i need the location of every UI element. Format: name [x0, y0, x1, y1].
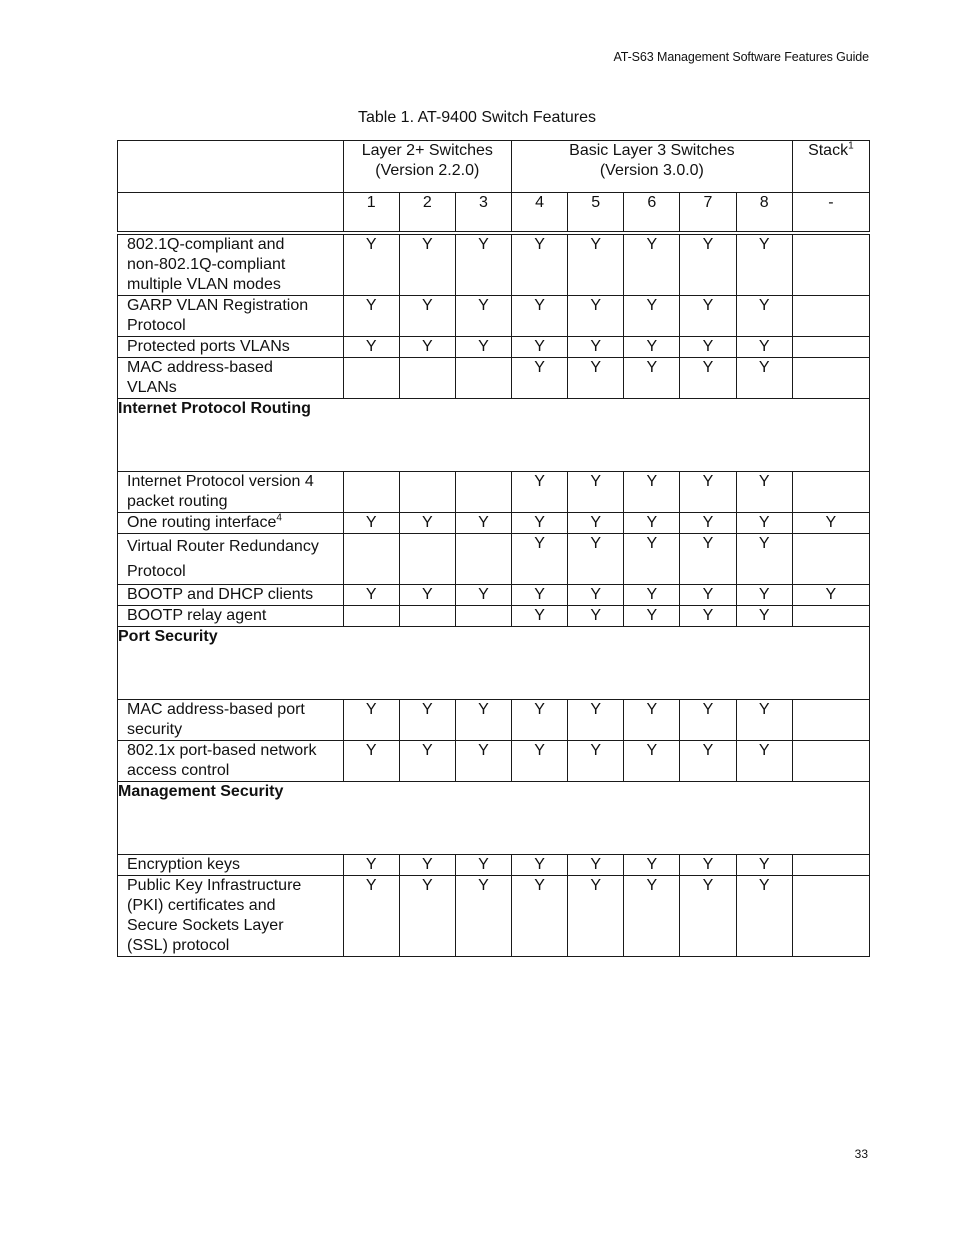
- support-cell: Y: [512, 513, 568, 534]
- table-row: [118, 513, 870, 534]
- support-cell: Y: [736, 296, 792, 337]
- support-cell: Y: [455, 296, 511, 337]
- support-cell: Y: [512, 233, 568, 296]
- feature-label: [118, 534, 344, 585]
- support-cell: Y: [399, 876, 455, 957]
- support-cell: [399, 534, 455, 585]
- support-cell: Y: [624, 741, 680, 782]
- column-number-row: [118, 193, 870, 234]
- feature-label-line: Internet Protocol version 4: [127, 473, 314, 490]
- stack-footnote-mark: 1: [848, 140, 854, 152]
- feature-label-line: MAC address-based port: [127, 701, 305, 718]
- feature-label-line: security: [127, 721, 183, 738]
- support-cell: Y: [792, 585, 869, 606]
- support-cell: [399, 358, 455, 399]
- table-row: [118, 472, 870, 513]
- support-cell: Y: [624, 472, 680, 513]
- support-cell: Y: [736, 585, 792, 606]
- feature-label: [118, 876, 344, 957]
- support-cell: Y: [736, 700, 792, 741]
- support-cell: Y: [455, 876, 511, 957]
- stack-header-label: Stack: [808, 142, 849, 159]
- support-cell: Y: [343, 585, 399, 606]
- empty-header-cell: [118, 141, 344, 193]
- support-cell: Y: [455, 337, 511, 358]
- support-cell: [455, 534, 511, 585]
- table-row: [118, 606, 870, 627]
- feature-label-line: MAC address-based: [127, 359, 273, 376]
- support-cell: Y: [512, 585, 568, 606]
- support-cell: Y: [680, 585, 736, 606]
- support-cell: Y: [624, 296, 680, 337]
- support-cell: Y: [624, 606, 680, 627]
- feature-label-line: Protocol: [127, 317, 186, 334]
- feature-label-line: multiple VLAN modes: [127, 276, 281, 293]
- feature-label-line: BOOTP relay agent: [127, 607, 267, 624]
- feature-label-line: packet routing: [127, 493, 228, 510]
- support-cell: Y: [568, 296, 624, 337]
- empty-number-cell: [118, 193, 344, 234]
- column-number: 1: [343, 193, 399, 234]
- support-cell: [455, 358, 511, 399]
- support-cell: Y: [624, 876, 680, 957]
- support-cell: [792, 296, 869, 337]
- layer2-header-line1: Layer 2+ Switches: [361, 142, 493, 159]
- support-cell: Y: [455, 513, 511, 534]
- section-title: Internet Protocol Routing: [118, 399, 870, 472]
- support-cell: [455, 606, 511, 627]
- feature-label-line: Encryption keys: [127, 856, 240, 873]
- layer3-header-line1: Basic Layer 3 Switches: [569, 142, 735, 159]
- feature-label: [118, 585, 344, 606]
- feature-label-line-wrap: [127, 513, 337, 533]
- support-cell: [399, 472, 455, 513]
- support-cell: Y: [512, 876, 568, 957]
- support-cell: [343, 358, 399, 399]
- feature-label-line: Public Key Infrastructure: [127, 877, 302, 894]
- support-cell: Y: [568, 358, 624, 399]
- support-cell: Y: [680, 472, 736, 513]
- support-cell: Y: [736, 855, 792, 876]
- feature-label-line: Virtual Router Redundancy: [127, 538, 319, 555]
- support-cell: Y: [399, 585, 455, 606]
- support-cell: Y: [680, 233, 736, 296]
- column-number: 8: [736, 193, 792, 234]
- column-number: 7: [680, 193, 736, 234]
- support-cell: Y: [680, 700, 736, 741]
- support-cell: Y: [512, 855, 568, 876]
- support-cell: Y: [736, 358, 792, 399]
- support-cell: [792, 358, 869, 399]
- layer3-header-line2: (Version 3.0.0): [599, 162, 704, 179]
- support-cell: [792, 233, 869, 296]
- table-row: [118, 337, 870, 358]
- table-row: [118, 855, 870, 876]
- support-cell: [792, 876, 869, 957]
- support-cell: Y: [624, 585, 680, 606]
- support-cell: [792, 606, 869, 627]
- table-row: [118, 296, 870, 337]
- support-cell: Y: [399, 855, 455, 876]
- support-cell: Y: [736, 606, 792, 627]
- layer2-switches-header: [343, 141, 511, 193]
- table-row: [118, 741, 870, 782]
- support-cell: [792, 855, 869, 876]
- table-row: [118, 534, 870, 585]
- feature-label: [118, 855, 344, 876]
- feature-label: [118, 233, 344, 296]
- support-cell: [399, 606, 455, 627]
- support-cell: Y: [680, 358, 736, 399]
- layer3-switches-header: [512, 141, 793, 193]
- support-cell: Y: [512, 296, 568, 337]
- support-cell: [343, 534, 399, 585]
- support-cell: Y: [736, 513, 792, 534]
- support-cell: Y: [680, 534, 736, 585]
- support-cell: Y: [568, 513, 624, 534]
- feature-label-line: Protocol: [127, 563, 186, 580]
- support-cell: Y: [568, 585, 624, 606]
- support-cell: Y: [624, 513, 680, 534]
- feature-label: [118, 358, 344, 399]
- support-cell: Y: [512, 534, 568, 585]
- support-cell: Y: [568, 741, 624, 782]
- support-cell: Y: [624, 534, 680, 585]
- support-cell: Y: [736, 741, 792, 782]
- support-cell: Y: [399, 513, 455, 534]
- column-number: -: [792, 193, 869, 234]
- feature-label: [118, 700, 344, 741]
- support-cell: Y: [680, 337, 736, 358]
- feature-label-line: 802.1x port-based network: [127, 742, 317, 759]
- support-cell: Y: [343, 296, 399, 337]
- feature-label: [118, 606, 344, 627]
- feature-label-line: Secure Sockets Layer: [127, 917, 284, 934]
- table-row: [118, 876, 870, 957]
- support-cell: [792, 337, 869, 358]
- support-cell: Y: [568, 233, 624, 296]
- support-cell: Y: [455, 585, 511, 606]
- support-cell: [343, 606, 399, 627]
- support-cell: Y: [343, 741, 399, 782]
- support-cell: Y: [624, 233, 680, 296]
- table-row: [118, 233, 870, 296]
- support-cell: [343, 472, 399, 513]
- support-cell: Y: [792, 513, 869, 534]
- support-cell: Y: [736, 233, 792, 296]
- support-cell: Y: [736, 876, 792, 957]
- column-number: 3: [455, 193, 511, 234]
- features-table: [117, 140, 870, 957]
- section-title: Port Security: [118, 627, 870, 700]
- support-cell: Y: [568, 337, 624, 358]
- section-header-row: [118, 782, 870, 855]
- column-number: 2: [399, 193, 455, 234]
- table-group-header-row: [118, 141, 870, 193]
- section-header-row: [118, 627, 870, 700]
- support-cell: Y: [399, 700, 455, 741]
- layer2-header-line2: (Version 2.2.0): [375, 162, 480, 179]
- feature-label-line: non-802.1Q-compliant: [127, 256, 286, 273]
- table-row: [118, 700, 870, 741]
- support-cell: Y: [680, 741, 736, 782]
- support-cell: Y: [680, 876, 736, 957]
- support-cell: Y: [568, 876, 624, 957]
- support-cell: Y: [343, 233, 399, 296]
- feature-label-line: 802.1Q-compliant and: [127, 236, 285, 253]
- feature-label-line: BOOTP and DHCP clients: [127, 586, 314, 603]
- column-number: 4: [512, 193, 568, 234]
- support-cell: Y: [680, 855, 736, 876]
- support-cell: Y: [624, 855, 680, 876]
- feature-label-line: access control: [127, 762, 230, 779]
- support-cell: Y: [399, 741, 455, 782]
- support-cell: Y: [624, 358, 680, 399]
- support-cell: [455, 472, 511, 513]
- feature-label: [118, 472, 344, 513]
- support-cell: Y: [624, 337, 680, 358]
- support-cell: Y: [512, 337, 568, 358]
- support-cell: Y: [680, 296, 736, 337]
- support-cell: Y: [736, 472, 792, 513]
- feature-label: [118, 296, 344, 337]
- support-cell: Y: [568, 606, 624, 627]
- support-cell: [792, 741, 869, 782]
- feature-label-line: Protected ports VLANs: [127, 338, 290, 355]
- support-cell: Y: [399, 296, 455, 337]
- feature-label-line: (PKI) certificates and: [127, 897, 276, 914]
- column-number: 5: [568, 193, 624, 234]
- feature-label: [118, 337, 344, 358]
- support-cell: Y: [455, 700, 511, 741]
- table-row: [118, 358, 870, 399]
- support-cell: Y: [455, 855, 511, 876]
- feature-label: [118, 741, 344, 782]
- support-cell: Y: [736, 534, 792, 585]
- support-cell: Y: [568, 855, 624, 876]
- support-cell: Y: [568, 700, 624, 741]
- support-cell: Y: [343, 876, 399, 957]
- support-cell: Y: [568, 472, 624, 513]
- running-header: AT-S63 Management Software Features Guide: [613, 50, 869, 64]
- support-cell: Y: [343, 337, 399, 358]
- table-caption: Table 1. AT-9400 Switch Features: [357, 109, 597, 126]
- support-cell: Y: [568, 534, 624, 585]
- support-cell: Y: [680, 606, 736, 627]
- support-cell: [792, 472, 869, 513]
- support-cell: Y: [399, 337, 455, 358]
- support-cell: Y: [680, 513, 736, 534]
- support-cell: [792, 700, 869, 741]
- support-cell: Y: [736, 337, 792, 358]
- support-cell: Y: [512, 700, 568, 741]
- column-number: 6: [624, 193, 680, 234]
- support-cell: Y: [455, 741, 511, 782]
- support-cell: Y: [512, 741, 568, 782]
- feature-label-line: GARP VLAN Registration: [127, 297, 309, 314]
- support-cell: Y: [343, 855, 399, 876]
- section-header-row: [118, 399, 870, 472]
- support-cell: [792, 534, 869, 585]
- support-cell: Y: [343, 700, 399, 741]
- feature-label-line: VLANs: [127, 379, 177, 396]
- support-cell: Y: [512, 358, 568, 399]
- support-cell: Y: [512, 472, 568, 513]
- stack-header: [792, 141, 869, 193]
- footnote-mark: 4: [276, 512, 282, 524]
- support-cell: Y: [624, 700, 680, 741]
- feature-label-text: One routing interface: [127, 514, 277, 531]
- support-cell: Y: [455, 233, 511, 296]
- support-cell: Y: [343, 513, 399, 534]
- support-cell: Y: [512, 606, 568, 627]
- page-number: 33: [854, 1147, 868, 1161]
- feature-label-line: (SSL) protocol: [127, 937, 230, 954]
- table-row: [118, 585, 870, 606]
- section-title: Management Security: [118, 782, 870, 855]
- support-cell: Y: [399, 233, 455, 296]
- feature-label: [118, 513, 344, 534]
